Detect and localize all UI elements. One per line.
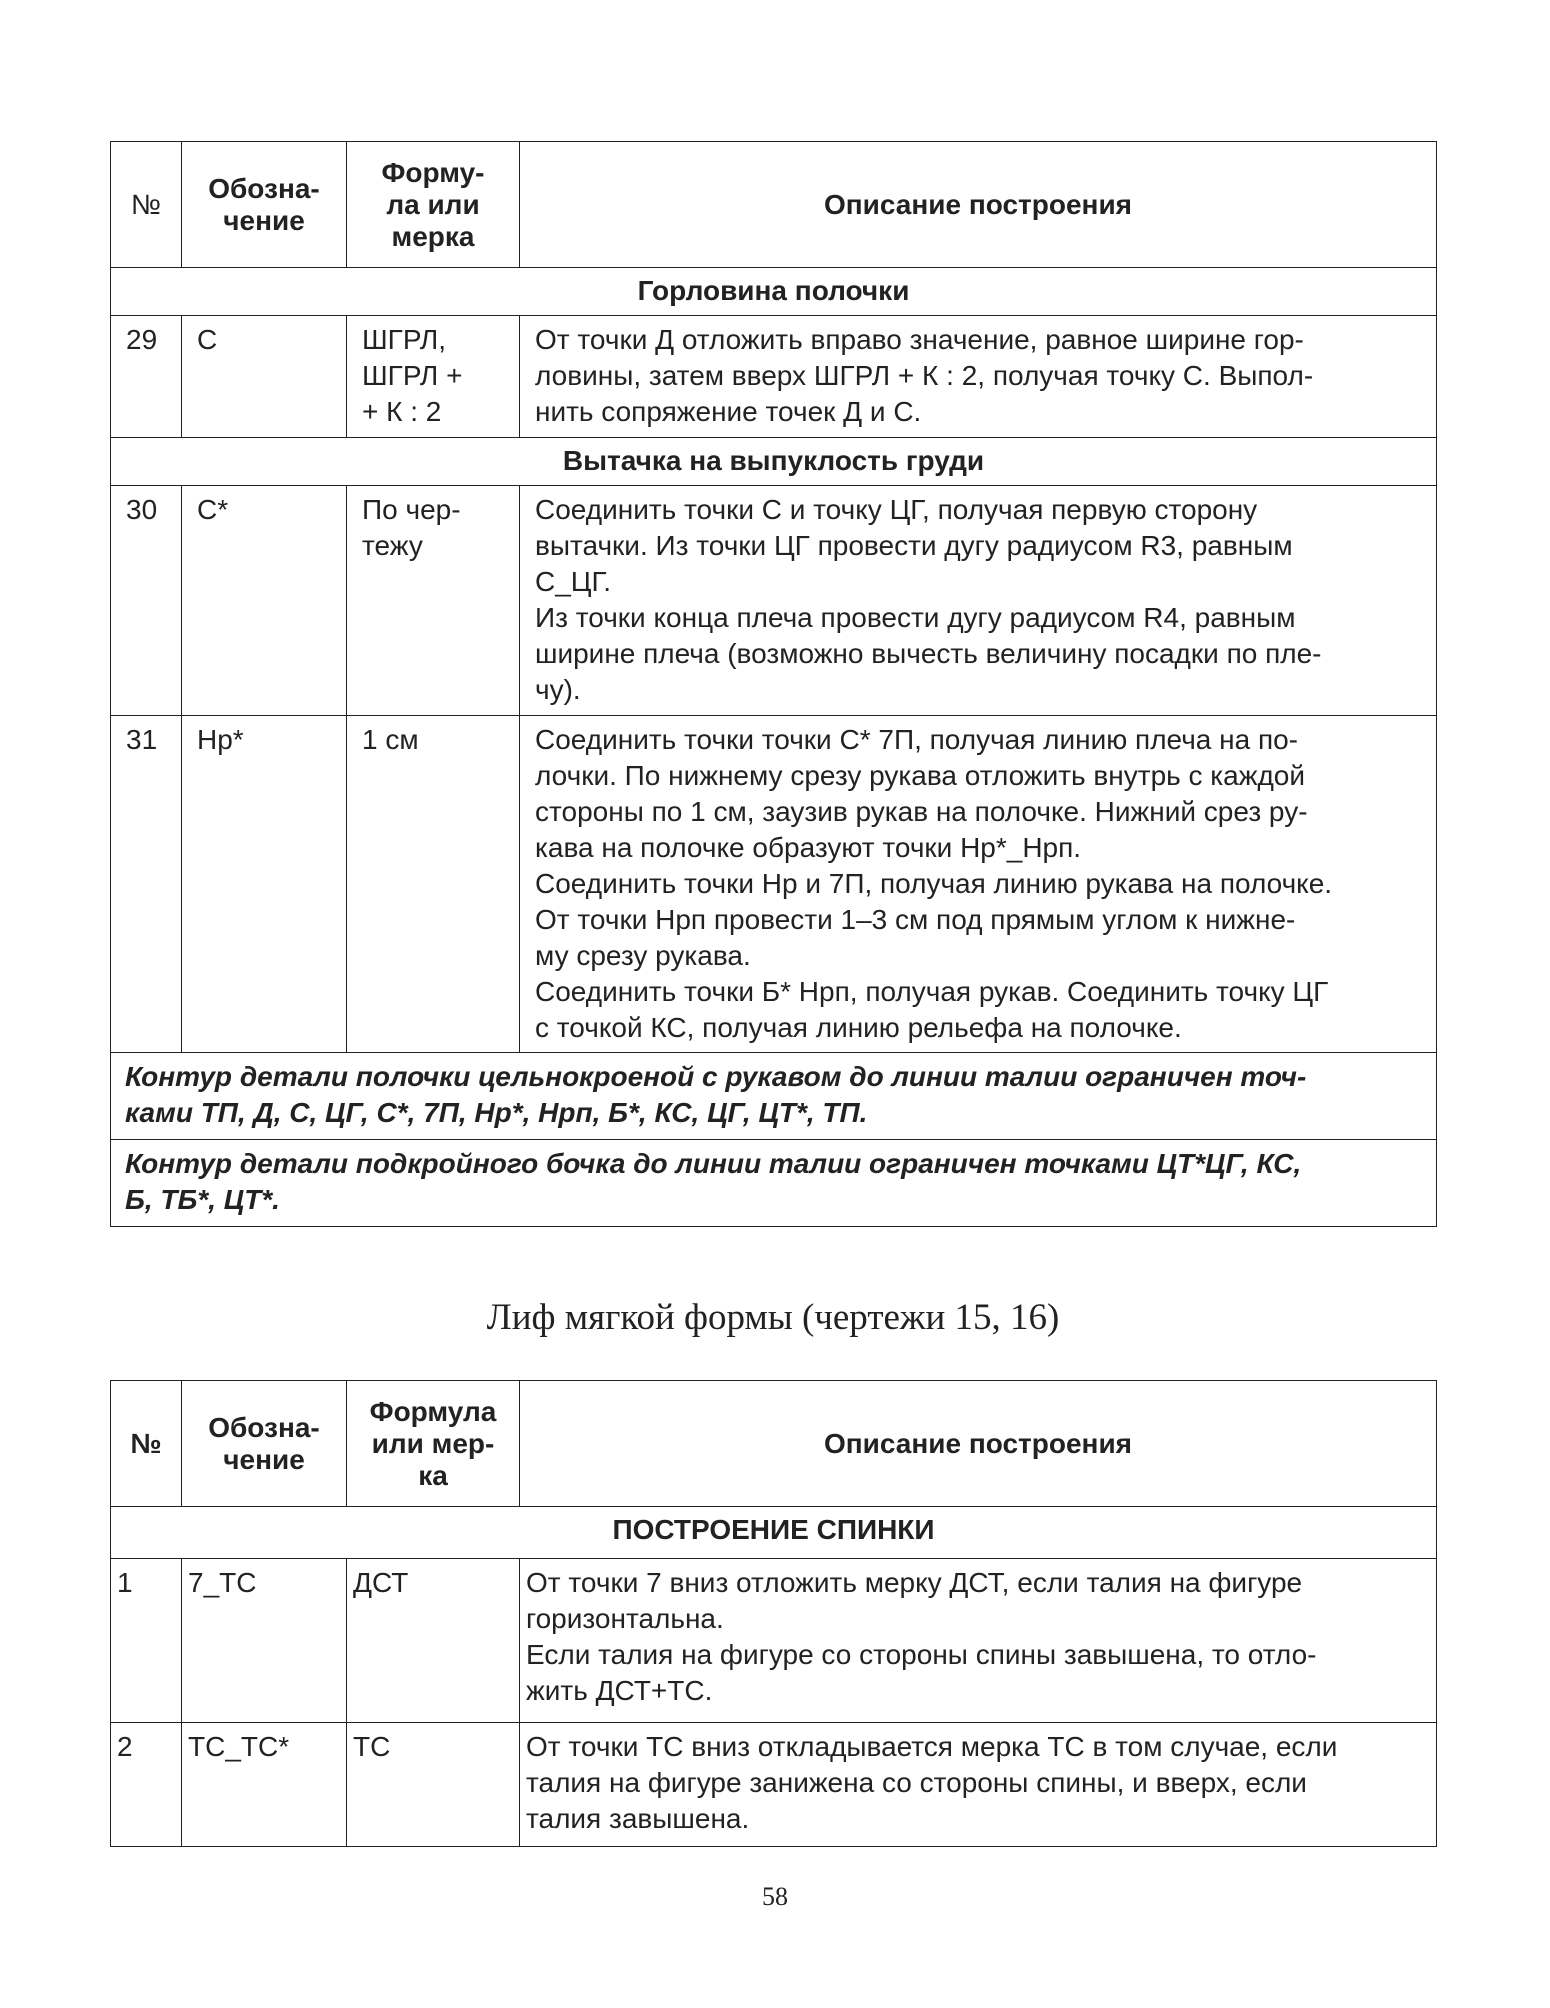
description-line: вытачки. Из точки ЦГ провести дугу радиусом R3, равным: [535, 530, 1293, 561]
section-row: [111, 438, 1437, 486]
description-line: Из точки конца плеча провести дугу радиусом R4, равным: [535, 602, 1296, 633]
summary-line: ками ТП, Д, С, ЦГ, С*, 7П, Нр*, Нрп, Б*, КС, ЦГ, ЦТ*, ТП.: [125, 1097, 868, 1128]
summary-line: Контур детали подкройного бочка до линии талии ограничен точками ЦТ*ЦГ, КС,: [125, 1148, 1302, 1179]
header-formula-line: Форму-: [381, 156, 485, 188]
description-line: кава на полочке образуют точки Нр*_Нрп.: [535, 832, 1082, 863]
description-line: чу).: [535, 674, 581, 705]
construction-table-2: [110, 1380, 1437, 1847]
summary-row: [111, 1053, 1437, 1140]
row-number: 31: [111, 716, 182, 1053]
row-formula: [347, 486, 520, 716]
description-line: талия завышена.: [526, 1803, 750, 1834]
header-formula: [347, 1381, 520, 1507]
row-number: 29: [111, 316, 182, 438]
table-row: [111, 1559, 1437, 1723]
description-line: ширине плеча (возможно вычесть величину посадки по пле-: [535, 638, 1322, 669]
table-row: [111, 486, 1437, 716]
description-line: жить ДСТ+ТС.: [526, 1675, 713, 1706]
section-heading-back: ПОСТРОЕНИЕ СПИНКИ: [111, 1507, 1437, 1559]
description-line: талия на фигуре занижена со стороны спины, и вверх, если: [526, 1767, 1307, 1798]
row-number: 1: [111, 1559, 182, 1723]
summary-front-contour: [111, 1053, 1437, 1140]
header-formula-line: ка: [418, 1459, 448, 1491]
header-formula-line: ла или: [386, 188, 480, 220]
page-number: 58: [762, 1882, 788, 1911]
formula-line: 1 см: [362, 724, 419, 755]
header-designation: [182, 1381, 347, 1507]
header-formula-line: Формула: [369, 1395, 497, 1427]
summary-side-panel-contour: [111, 1140, 1437, 1227]
description-line: Соединить точки Нр и 7П, получая линию рукава на полочке.: [535, 868, 1333, 899]
header-number: №: [111, 142, 182, 268]
summary-row: [111, 1140, 1437, 1227]
section-title: Лиф мягкой формы (чертежи 15, 16): [486, 1297, 1060, 1338]
row-description: [520, 1559, 1437, 1723]
table-row: [111, 716, 1437, 1053]
description-line: ловины, затем вверх ШГРЛ + К : 2, получая точку С. Выпол-: [535, 360, 1314, 391]
description-line: нить сопряжение точек Д и С.: [535, 396, 922, 427]
table-row: [111, 316, 1437, 438]
row-description: [520, 716, 1437, 1053]
description-line: Соединить точки точки С* 7П, получая линию плеча на по-: [535, 724, 1298, 755]
description-line: От точки 7 вниз отложить мерку ДСТ, если талия на фигуре: [526, 1567, 1303, 1598]
row-formula: [347, 316, 520, 438]
construction-table-1: [110, 141, 1437, 1227]
formula-line: По чер-: [362, 494, 461, 525]
header-formula: [347, 142, 520, 268]
section-row: [111, 268, 1437, 316]
row-number: 30: [111, 486, 182, 716]
row-description: [520, 1723, 1437, 1847]
description-line: От точки Д отложить вправо значение, равное ширине гор-: [535, 324, 1304, 355]
description-line: горизонтальна.: [526, 1603, 724, 1634]
section-heading-neck: Горловина полочки: [111, 268, 1437, 316]
description-line: стороны по 1 см, заузив рукав на полочке. Нижний срез ру-: [535, 796, 1308, 827]
header-designation: [182, 142, 347, 268]
description-line: с точкой КС, получая линию рельефа на полочке.: [535, 1012, 1182, 1043]
description-line: лочки. По нижнему срезу рукава отложить внутрь с каждой: [535, 760, 1306, 791]
row-description: [520, 316, 1437, 438]
description-line: От точки ТС вниз откладывается мерка ТС в том случае, если: [526, 1731, 1338, 1762]
description-line: му срезу рукава.: [535, 940, 751, 971]
table-header-row: [111, 1381, 1437, 1507]
row-formula: ДСТ: [347, 1559, 520, 1723]
header-description: Описание построения: [520, 142, 1437, 268]
section-row: [111, 1507, 1437, 1559]
row-designation: 7_ТС: [182, 1559, 347, 1723]
header-designation-line: чение: [223, 204, 305, 236]
row-number: 2: [111, 1723, 182, 1847]
row-description: [520, 486, 1437, 716]
row-designation: С*: [182, 486, 347, 716]
description-line: С_ЦГ.: [535, 566, 612, 597]
row-formula: ТС: [347, 1723, 520, 1847]
formula-line: ШГРЛ +: [362, 360, 463, 391]
summary-line: Контур детали полочки цельнокроеной с рукавом до линии талии ограничен точ-: [125, 1061, 1307, 1092]
header-formula-line: или мер-: [371, 1427, 495, 1459]
header-designation-line: Обозна-: [208, 1411, 320, 1443]
formula-line: ШГРЛ,: [362, 324, 447, 355]
row-designation: С: [182, 316, 347, 438]
header-designation-line: Обозна-: [208, 172, 320, 204]
section-heading-dart: Вытачка на выпуклость груди: [111, 438, 1437, 486]
formula-line: + К : 2: [362, 396, 442, 427]
row-formula: [347, 716, 520, 1053]
header-description: Описание построения: [520, 1381, 1437, 1507]
formula-line: тежу: [362, 530, 423, 561]
table-row: [111, 1723, 1437, 1847]
table-header-row: [111, 142, 1437, 268]
header-formula-line: мерка: [391, 220, 475, 252]
header-designation-line: чение: [223, 1443, 305, 1475]
description-line: Если талия на фигуре со стороны спины завышена, то отло-: [526, 1639, 1317, 1670]
header-number: №: [111, 1381, 182, 1507]
description-line: Соединить точки Б* Нрп, получая рукав. Соединить точку ЦГ: [535, 976, 1329, 1007]
row-designation: Нр*: [182, 716, 347, 1053]
description-line: От точки Нрп провести 1–3 см под прямым углом к нижне-: [535, 904, 1296, 935]
description-line: Соединить точки С и точку ЦГ, получая первую сторону: [535, 494, 1258, 525]
summary-line: Б, ТБ*, ЦТ*.: [125, 1184, 280, 1215]
row-designation: ТС_ТС*: [182, 1723, 347, 1847]
